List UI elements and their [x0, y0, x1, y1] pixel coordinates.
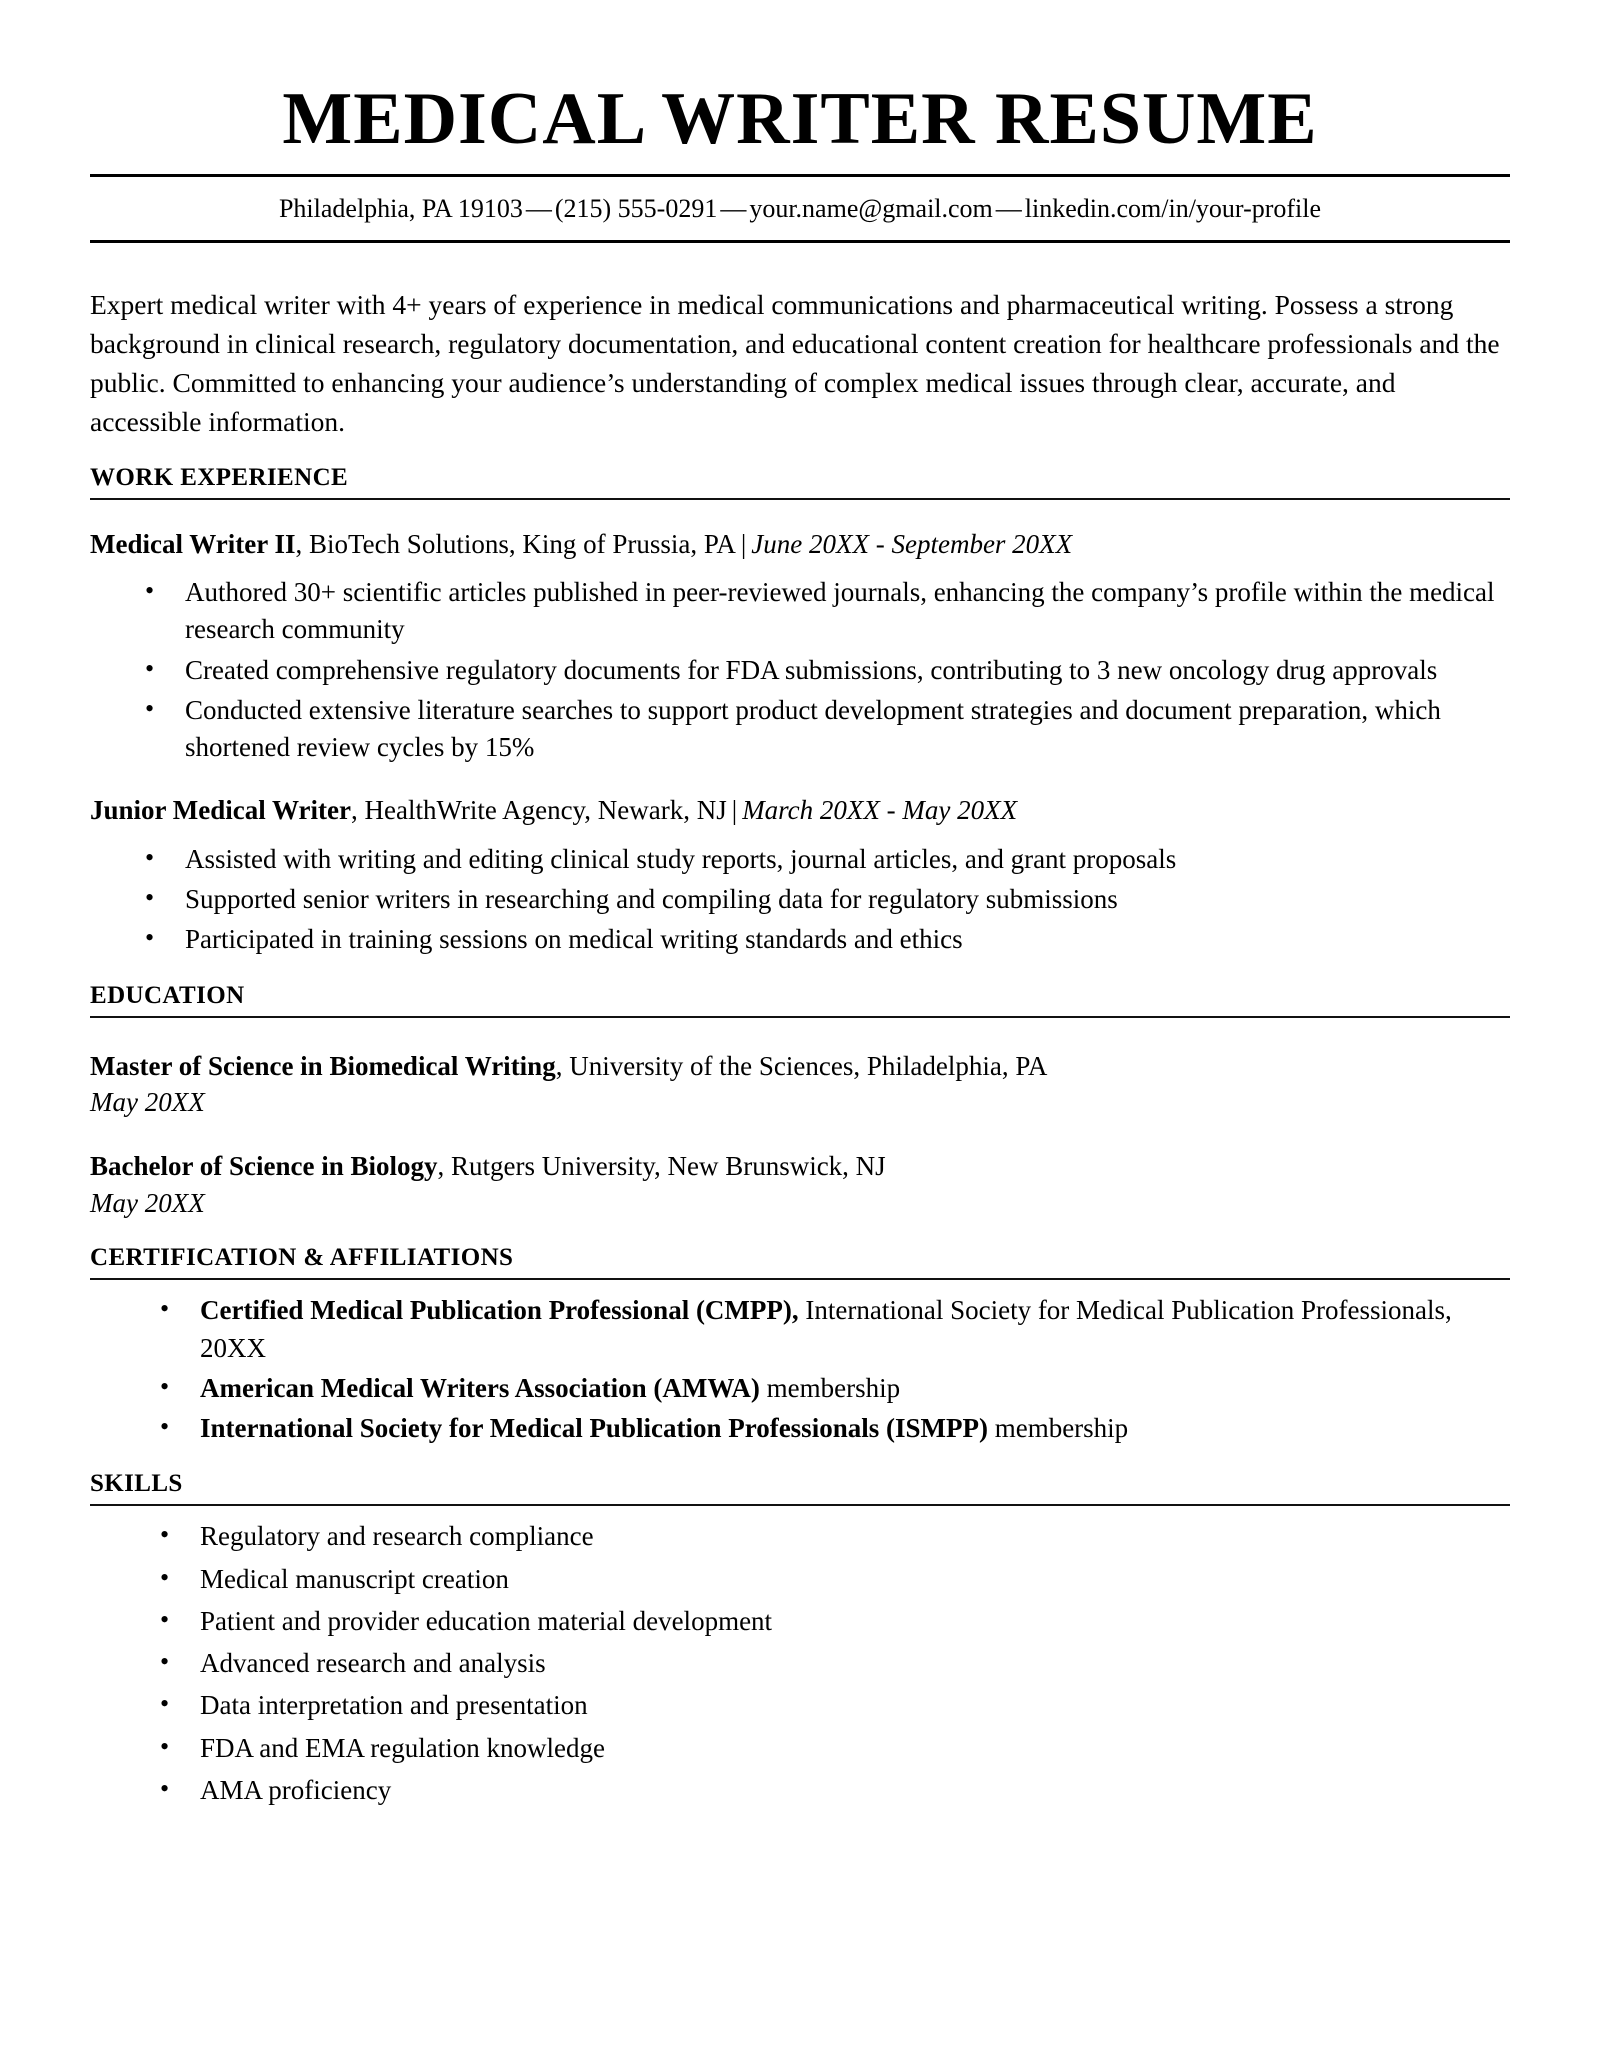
contact-separator-2: —	[720, 194, 747, 223]
header-bottom-rule	[90, 240, 1510, 243]
list-item: • Advanced research and analysis	[90, 1645, 1510, 1682]
list-item: • Assisted with writing and editing clinical study reports, journal articles, and grant proposals	[90, 841, 1510, 878]
job-dates: March 20XX - May 20XX	[742, 795, 1018, 826]
job-bullet-list	[90, 574, 1510, 766]
contact-separator-3: —	[995, 194, 1022, 223]
work-experience-body	[90, 526, 1510, 959]
list-item: • Created comprehensive regulatory documents for FDA submissions, contributing to 3 new oncology drug approvals	[90, 652, 1510, 689]
list-item: • Medical manuscript creation	[90, 1561, 1510, 1598]
job-separator: |	[731, 795, 738, 826]
list-item	[90, 1370, 1510, 1407]
section-education	[90, 981, 1510, 1222]
contact-location: Philadelphia, PA 19103	[278, 194, 523, 223]
certification-name: Certified Medical Publication Professional (CMPP),	[200, 1295, 799, 1326]
section-skills	[90, 1469, 1510, 1809]
list-item: • AMA proficiency	[90, 1772, 1510, 1809]
education-degree: Master of Science in Biomedical Writing	[90, 1050, 556, 1081]
certification-detail: membership	[987, 1413, 1129, 1444]
education-date: May 20XX	[90, 1087, 205, 1117]
certification-detail: membership	[759, 1372, 901, 1403]
list-item: • Patient and provider education material development	[90, 1603, 1510, 1640]
professional-summary: Expert medical writer with 4+ years of experience in medical communications and pharmaceutical writing. Possess a strong background in clinical research, regulatory documentation, and educational content creation for healthcare professionals and the public. Committed to enhancing your audience’s understanding of complex medical issues through clear, accurate, and accessible information.	[90, 288, 1500, 437]
section-heading-education: EDUCATION	[90, 981, 245, 1009]
certification-name: American Medical Writers Association (AMWA)	[200, 1372, 760, 1403]
resume-content	[90, 0, 1510, 1809]
list-item: • Data interpretation and presentation	[90, 1687, 1510, 1724]
skills-body	[90, 1518, 1510, 1809]
list-item: • Supported senior writers in researching and compiling data for regulatory submissions	[90, 881, 1510, 918]
contact-separator-1: —	[525, 194, 552, 223]
contact-email[interactable]: your.name@gmail.com	[749, 194, 993, 223]
education-date: May 20XX	[90, 1187, 205, 1218]
job-entry	[90, 526, 1510, 767]
section-rule-skills	[90, 1504, 1510, 1506]
education-school: , University of the Sciences, Philadelphia, PA	[555, 1050, 1048, 1081]
contact-line	[90, 177, 1510, 240]
section-certifications	[90, 1243, 1510, 1447]
list-item	[90, 1292, 1510, 1367]
section-heading-skills: SKILLS	[90, 1470, 183, 1498]
section-heading-certifications: CERTIFICATION & AFFILIATIONS	[90, 1244, 514, 1272]
page-title: MEDICAL WRITER RESUME	[282, 78, 1318, 160]
section-rule-work-experience	[90, 498, 1510, 500]
list-item	[90, 1410, 1510, 1447]
section-rule-certifications	[90, 1278, 1510, 1280]
section-work-experience	[90, 463, 1510, 959]
education-header	[90, 1048, 1510, 1084]
list-item: • FDA and EMA regulation knowledge	[90, 1730, 1510, 1767]
job-company: , HealthWrite Agency, Newark, NJ	[350, 795, 727, 826]
job-header	[90, 792, 1510, 828]
education-body	[90, 1048, 1510, 1222]
list-item: • Participated in training sessions on medical writing standards and ethics	[90, 921, 1510, 958]
education-entry	[90, 1148, 1510, 1221]
education-school: , Rutgers University, New Brunswick, NJ	[437, 1151, 886, 1182]
certification-list	[90, 1292, 1510, 1447]
job-company: , BioTech Solutions, King of Prussia, PA	[295, 528, 736, 559]
contact-linkedin[interactable]: linkedin.com/in/your-profile	[1024, 194, 1322, 223]
job-entry	[90, 792, 1510, 958]
job-bullet-list	[90, 841, 1510, 959]
job-separator: |	[740, 528, 747, 559]
job-title: Medical Writer II	[90, 528, 296, 559]
certifications-body	[90, 1292, 1510, 1447]
list-item: • Authored 30+ scientific articles published in peer-reviewed journals, enhancing the company’s profile within the medical research community	[90, 574, 1510, 649]
education-header	[90, 1148, 1510, 1184]
job-dates: June 20XX - September 20XX	[751, 528, 1073, 559]
education-entry	[90, 1048, 1510, 1121]
education-degree: Bachelor of Science in Biology	[90, 1151, 438, 1182]
contact-phone: (215) 555-0291	[554, 194, 718, 223]
job-title: Junior Medical Writer	[90, 795, 351, 826]
certification-detail: International Society for Medical Publication Professionals, 20XX	[200, 1295, 1452, 1363]
job-header	[90, 526, 1510, 562]
list-item: • Conducted extensive literature searches to support product development strategies and document preparation, which shortened review cycles by 15%	[90, 692, 1510, 767]
section-rule-education	[90, 1016, 1510, 1018]
skills-list	[90, 1518, 1510, 1809]
list-item: • Regulatory and research compliance	[90, 1518, 1510, 1555]
certification-name: International Society for Medical Publication Professionals (ISMPP)	[200, 1413, 988, 1444]
section-heading-work-experience: WORK EXPERIENCE	[90, 463, 349, 491]
